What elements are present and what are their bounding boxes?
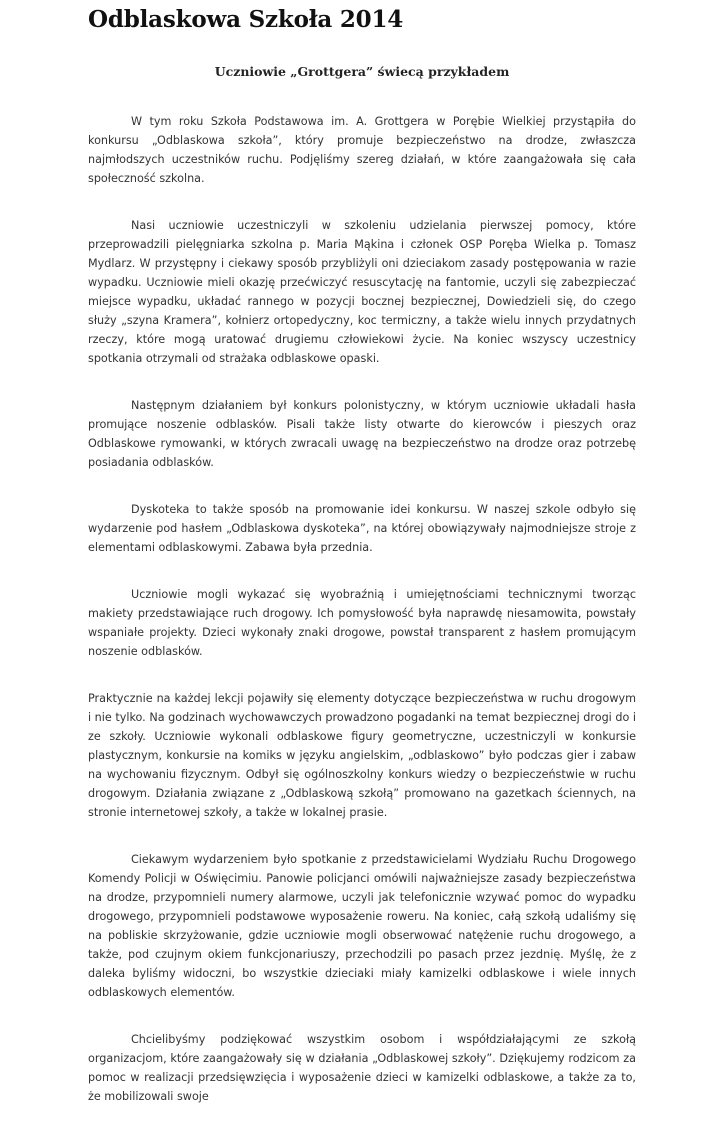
paragraph: Ciekawym wydarzeniem było spotkanie z przedstawicielami Wydziału Ruchu Drogowego Komendy Policji w Oświęcimiu. Panowie policjanci omówili najważniejsze zasady bezpieczeństwa na drodze, przypomnieli numery alarmowe, uczyli jak telefonicznie wzywać pomoc do wypadku drogowego, przypomnieli podstawowe wyposażenie roweru. Na koniec, całą szkołą udaliśmy się na pobliskie skrzyżowanie, gdzie uczniowie mogli obserwować natężenie ruchu drogowego, a także, pod czujnym okiem funkcjonariuszy, przechodzili po pasach przez jezdnię. Myślę, że z daleka byliśmy widoczni, bo wszystkie dzieciaki miały kamizelki odblaskowe i wiele innych odblaskowych elementów.	[88, 853, 636, 999]
paragraph: Następnym działaniem był konkurs polonistyczny, w którym uczniowie układali hasła promujące noszenie odblasków. Pisali także listy otwarte do kierowców i pieszych oraz Odblaskowe rymowanki, w których zwracali uwagę na bezpieczeństwo na drodze oraz potrzebę posiadania odblasków.	[88, 399, 636, 469]
paragraph: Uczniowie mogli wykazać się wyobraźnią i umiejętnościami technicznymi tworząc makiety przedstawiające ruch drogowy. Ich pomysłowość była naprawdę niesamowita, powstały wspaniałe projekty. Dzieci wykonały znaki drogowe, powstał transparent z hasłem promującym noszenie odblasków.	[88, 588, 636, 658]
paragraph: Chcielibyśmy podziękować wszystkim osobom i współdziałającymi ze szkołą organizacjom, które zaangażowały się w działania „Odblaskowej szkoły”. Dziękujemy rodzicom za pomoc w realizacji przedsięwzięcia i wyposażenie dzieci w kamizelki odblaskowe, a także za to, że mobilizowali swoje	[88, 1033, 636, 1103]
document-title: Odblaskowa Szkoła 2014	[88, 6, 404, 33]
document-subtitle: Uczniowie „Grottgera” świecą przykładem	[214, 64, 510, 79]
paragraph: Dyskoteka to także sposób na promowanie idei konkursu. W naszej szkole odbyło się wydarzenie pod hasłem „Odblaskowa dyskoteka”, na której obowiązywały najmodniejsze stroje z elementami odblaskowymi. Zabawa była przednia.	[88, 503, 636, 554]
paragraph: Nasi uczniowie uczestniczyli w szkoleniu udzielania pierwszej pomocy, które przeprowadzili pielęgniarka szkolna p. Maria Mąkina i członek OSP Poręba Wielka p. Tomasz Mydlarz. W przystępny i ciekawy sposób przybliżyli oni dzieciakom zasady postępowania w razie wypadku. Uczniowie mieli okazję przećwiczyć resuscytację na fantomie, uczyli się zabezpieczać miejsce wypadku, układać rannego w pozycji bocznej bezpiecznej, Dowiedzieli się, do czego służy „szyna Kramera”, kołnierz ortopedyczny, koc termiczny, a także wielu innych przydatnych rzeczy, które mogą uratować drugiemu człowiekowi życie. Na koniec wszyscy uczestnicy spotkania otrzymali od strażaka odblaskowe opaski.	[88, 219, 636, 365]
paragraph: W tym roku Szkoła Podstawowa im. A. Grottgera w Porębie Wielkiej przystąpiła do konkursu „Odblaskowa szkoła”, który promuje bezpieczeństwo na drodze, zwłaszcza najmłodszych uczestników ruchu. Podjęliśmy szereg działań, w które zaangażowała się cała społeczność szkolna.	[88, 115, 636, 185]
document-body	[88, 112, 636, 1134]
paragraph: Praktycznie na każdej lekcji pojawiły się elementy dotyczące bezpieczeństwa w ruchu drogowym i nie tylko. Na godzinach wychowawczych prowadzono pogadanki na temat bezpiecznej drogi do i ze szkoły. Uczniowie wykonali odblaskowe figury geometryczne, uczestniczyli w konkursie plastycznym, konkursie na komiks w języku angielskim, „odblaskowo” było podczas gier i zabaw na wychowaniu fizycznym. Odbył się ogólnoszkolny konkurs wiedzy o bezpieczeństwie w ruchu drogowym. Działania związane z „Odblaskową szkołą” promowano na gazetkach ściennych, na stronie internetowej szkoły, a także w lokalnej prasie.	[88, 692, 636, 819]
